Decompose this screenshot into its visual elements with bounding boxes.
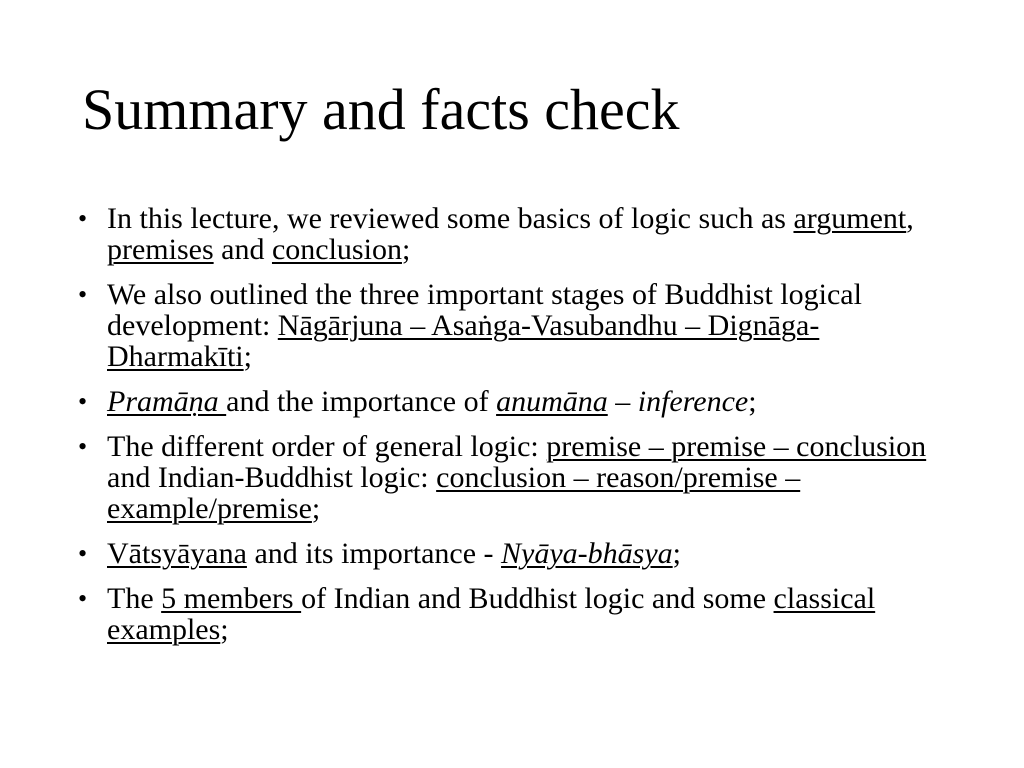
text-segment: ; <box>672 537 681 570</box>
text-segment: and its importance - <box>246 537 502 570</box>
bullet-text <box>107 202 914 266</box>
text-segment: of Indian and Buddhist logic and some <box>301 582 774 615</box>
emphasized-term: anumāna <box>496 385 608 418</box>
bullet-text <box>107 278 862 373</box>
emphasized-term: classical examples <box>107 582 876 646</box>
text-segment: and <box>213 233 272 266</box>
bullet-icon: • <box>78 584 88 613</box>
text-segment: The <box>107 582 162 615</box>
bullet-text <box>107 537 681 570</box>
emphasized-term: premise – premise – conclusion <box>546 430 927 463</box>
emphasized-term: argument <box>793 202 907 235</box>
text-segment: ; <box>748 385 757 418</box>
emphasized-term: conclusion <box>271 233 402 266</box>
text-segment: ; <box>243 340 252 373</box>
emphasized-term: premises <box>107 233 214 266</box>
bullet-item <box>78 538 958 569</box>
emphasized-term: Nyāya-bhāsya <box>501 537 673 570</box>
bullet-icon: • <box>78 280 88 309</box>
bullet-icon: • <box>78 387 88 416</box>
bullet-list <box>78 203 958 659</box>
bullet-text <box>107 430 926 525</box>
text-segment: , <box>906 202 914 235</box>
bullet-icon: • <box>78 432 88 461</box>
bullet-icon: • <box>78 204 88 233</box>
text-segment: and the importance of <box>226 385 497 418</box>
text-segment: ; <box>220 613 229 646</box>
emphasized-term: Pramāṇa <box>107 385 227 418</box>
text-segment: We also outlined the three important stages of Buddhist logical development: <box>107 278 862 342</box>
text-segment: – <box>607 385 638 418</box>
emphasized-term: conclusion – reason/premise – example/premise <box>107 461 801 525</box>
emphasized-term: Nāgārjuna – Asaṅga-Vasubandhu – Dignāga-Dharmakīti <box>107 309 820 373</box>
text-segment: ; <box>401 233 411 266</box>
text-segment: The different order of general logic: <box>107 430 547 463</box>
emphasized-term: 5 members <box>161 582 302 615</box>
text-segment: inference <box>637 385 749 418</box>
bullet-item <box>78 203 958 265</box>
text-segment: In this lecture, we reviewed some basics of logic such as <box>107 202 794 235</box>
bullet-text <box>107 582 875 646</box>
bullet-item <box>78 386 958 417</box>
bullet-item <box>78 431 958 524</box>
bullet-item <box>78 583 958 645</box>
bullet-text <box>107 385 757 418</box>
text-segment: and Indian-Buddhist logic: <box>107 461 437 494</box>
bullet-icon: • <box>78 539 88 568</box>
text-segment: ; <box>311 492 321 525</box>
emphasized-term: Vātsyāyana <box>107 537 247 570</box>
slide-title: Summary and facts check <box>82 77 680 142</box>
bullet-item <box>78 279 958 372</box>
